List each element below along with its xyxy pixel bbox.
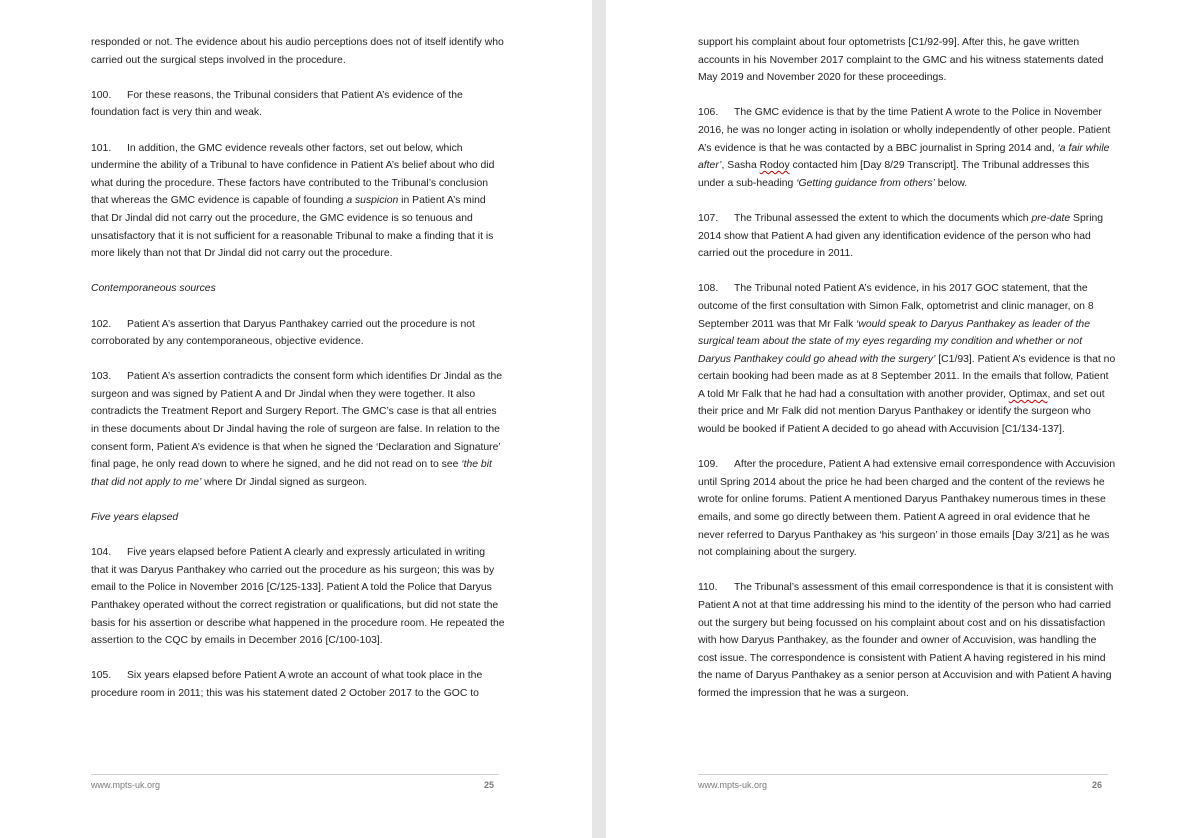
- page-body: [91, 34, 505, 720]
- spellcheck-flagged-word: Optimax: [1008, 388, 1048, 400]
- paragraph-number: 103.: [91, 371, 112, 383]
- paragraph-109: 109. After the procedure, Patient A had extensive email correspondence with Accuvision until Spring 2014 about the price he had been charged and the content of the reviews he wrote for online forums. Patient A mentioned Daryus Panthakey numerous times in these emails, and some go directly between them. Patient A agreed in oral evidence that he never referred to Daryus Panthakey as ‘his surgeon’ in those emails [Day 3/21] as he was not complaining about the surgery.: [698, 456, 1116, 562]
- paragraph-101: 101. In addition, the GMC evidence reveals other factors, set out below, which undermine the ability of a Tribunal to have confidence in Patient A’s belief about who did what during the procedure. These factors have contributed to the Tribunal’s conclusion that whereas the GMC evidence is capable of founding a suspicion in Patient A’s mind that Dr Jindal did not carry out the procedure, the GMC evidence is so tenuous and unsatisfactory that it is not sufficient for a reasonable Tribunal to make a finding that it is more likely than not that Dr Jindal did not carry out the procedure.: [91, 140, 505, 263]
- spellcheck-flagged-word: Rodoy: [759, 160, 790, 172]
- paragraph-continuation: responded or not. The evidence about his audio perceptions does not of itself identify who carried out the surgical steps involved in the procedure.: [91, 37, 504, 66]
- document-page-26: [606, 0, 1200, 838]
- paragraph-number: 104.: [91, 547, 112, 559]
- paragraph-number: 107.: [698, 212, 719, 224]
- page-body: [698, 34, 1116, 720]
- paragraph-102: 102. Patient A’s assertion that Daryus Panthakey carried out the procedure is not corroborated by any contemporaneous, objective evidence.: [91, 316, 505, 351]
- section-heading-contemporaneous: Contemporaneous sources: [91, 283, 216, 295]
- paragraph-number: 108.: [698, 283, 719, 295]
- paragraph-104: 104. Five years elapsed before Patient A clearly and expressly articulated in writing that it was Daryus Panthakey who carried out the procedure as his surgeon; this was by email to the Police in November 2016 [C/125-133]. Patient A told the Police that Daryus Panthakey operated without the correct registration or qualifications, but did not state the basis for his assertion or describe what happened in the procedure room. He repeated the assertion to the CQC by emails in December 2016 [C/100-103].: [91, 544, 505, 650]
- paragraph-number: 102.: [91, 318, 112, 330]
- paragraph-107: 107. The Tribunal assessed the extent to which the documents which pre-date Spring 2014 show that Patient A had given any identification evidence of the person who had carried out the procedure in 2011.: [698, 210, 1116, 263]
- footer-divider: [91, 774, 499, 775]
- paragraph-106: 106. The GMC evidence is that by the time Patient A wrote to the Police in November 2016, he was no longer acting in isolation or wholly independently of other people. Patient A’s evidence is that he was contacted by a BBC journalist in Spring 2014 and, ‘a fair while after’, Sasha Rodoy contacted him [Day 8/29 Transcript]. The Tribunal addresses this under a sub-heading ‘Getting guidance from others’ below.: [698, 104, 1116, 192]
- page-number: 26: [1092, 780, 1103, 790]
- page-gutter: [592, 0, 606, 838]
- paragraph-100: 100. For these reasons, the Tribunal considers that Patient A’s evidence of the foundation fact is very thin and weak.: [91, 87, 505, 122]
- paragraph-number: 109.: [698, 459, 719, 471]
- paragraph-number: 105.: [91, 670, 112, 682]
- paragraph-continuation: support his complaint about four optometrists [C1/92-99]. After this, he gave written accounts in his November 2017 complaint to the GMC and his witness statements dated May 2019 and November 2020 for these proceedings.: [698, 37, 1104, 84]
- paragraph-number: 110.: [698, 582, 718, 594]
- footer-website: www.mpts-uk.org: [698, 780, 768, 790]
- paragraph-108: 108. The Tribunal noted Patient A’s evidence, in his 2017 GOC statement, that the outcome of the first consultation with Simon Falk, optometrist and clinic manager, on 8 September 2011 was that Mr Falk ‘would speak to Daryus Panthakey as leader of the surgical team about the state of my eyes regarding my condition and whether or not Daryus Panthakey could go ahead with the surgery’ [C1/93]. Patient A’s evidence is that no certain booking had been made as at 8 September 2011. In the emails that follow, Patient A told Mr Falk that he had had a consultation with another provider, Optimax, and set out their price and Mr Falk did not mention Daryus Panthakey or identify the surgeon who would be booked if Patient A decided to go ahead with Accuvision [C1/134-137].: [698, 280, 1116, 438]
- section-heading-five-years: Five years elapsed: [91, 512, 179, 524]
- paragraph-103: 103. Patient A’s assertion contradicts the consent form which identifies Dr Jindal as the surgeon and was signed by Patient A and Dr Jindal when they were together. It also contradicts the Treatment Report and Surgery Report. The GMC’s case is that all entries in these documents about Dr Jindal having the role of surgeon are false. In relation to the consent form, Patient A’s evidence is that when he signed the ‘Declaration and Signature’ final page, he only read down to where he signed, and he did not read on to see ‘the bit that did not apply to me’ where Dr Jindal signed as surgeon.: [91, 368, 505, 491]
- footer-divider: [698, 774, 1108, 775]
- document-page-25: [0, 0, 592, 838]
- page-number: 25: [484, 780, 495, 790]
- paragraph-number: 100.: [91, 89, 112, 101]
- paragraph-110: 110. The Tribunal’s assessment of this email correspondence is that it is consistent with Patient A not at that time addressing his mind to the identity of the person who had carried out the surgery but being focussed on his complaint about cost and on his dissatisfaction with how Daryus Panthakey, as the founder and owner of Accuvision, was handling the cost issue. The correspondence is consistent with Patient A having registered in his mind the name of Daryus Panthakey as a senior person at Accuvision and with Patient A having formed the impression that he was a surgeon.: [698, 579, 1116, 702]
- paragraph-105: 105. Six years elapsed before Patient A wrote an account of what took place in the procedure room in 2011; this was his statement dated 2 October 2017 to the GOC to: [91, 667, 505, 702]
- paragraph-number: 106.: [698, 107, 719, 119]
- paragraph-number: 101.: [91, 142, 112, 154]
- footer-website: www.mpts-uk.org: [91, 780, 161, 790]
